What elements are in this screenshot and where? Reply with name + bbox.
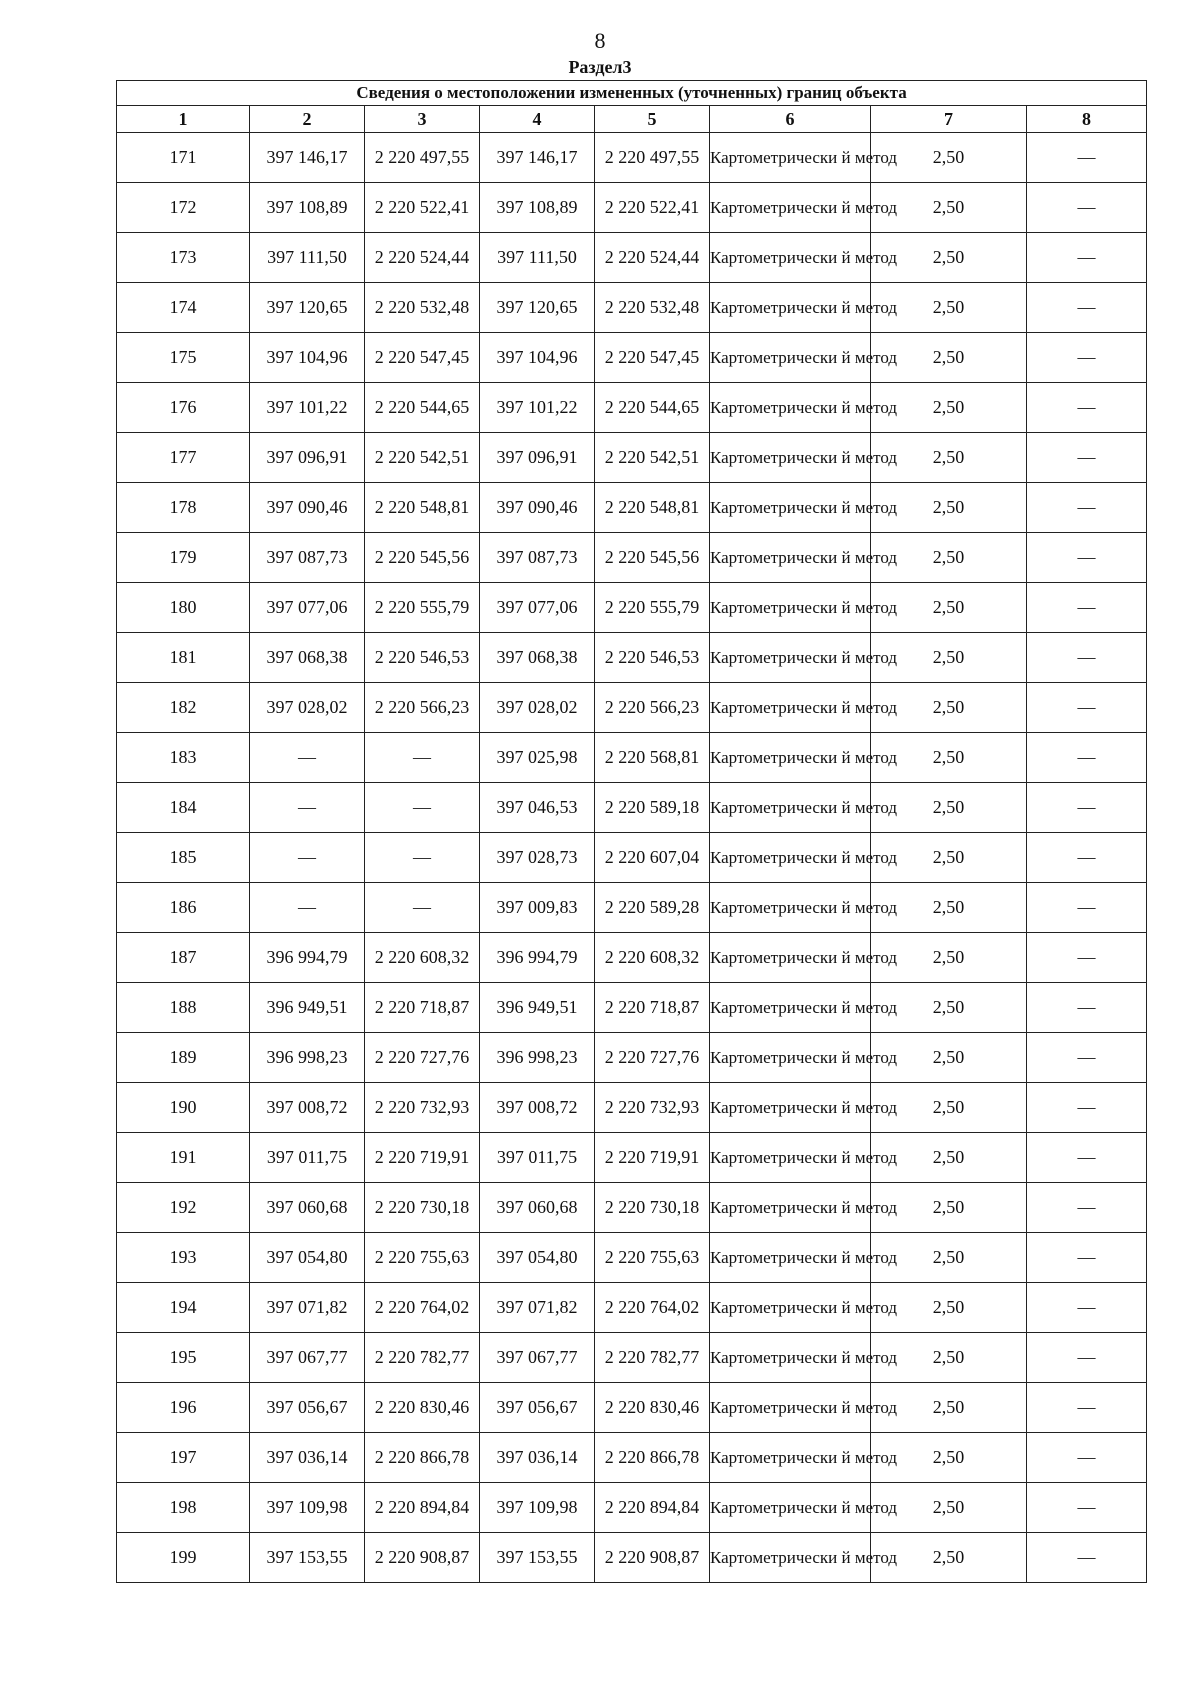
cell-description: — bbox=[1027, 383, 1147, 433]
cell-y-old: 2 220 555,79 bbox=[365, 583, 480, 633]
cell-point-number: 183 bbox=[117, 733, 250, 783]
cell-point-number: 177 bbox=[117, 433, 250, 483]
cell-point-number: 197 bbox=[117, 1433, 250, 1483]
cell-y-old: 2 220 547,45 bbox=[365, 333, 480, 383]
cell-accuracy: 2,50 bbox=[871, 183, 1027, 233]
cell-y-old: 2 220 548,81 bbox=[365, 483, 480, 533]
cell-point-number: 175 bbox=[117, 333, 250, 383]
cell-description: — bbox=[1027, 683, 1147, 733]
cell-accuracy: 2,50 bbox=[871, 433, 1027, 483]
cell-description: — bbox=[1027, 583, 1147, 633]
cell-x-new: 397 056,67 bbox=[480, 1383, 595, 1433]
cell-y-old: 2 220 532,48 bbox=[365, 283, 480, 333]
cell-point-number: 173 bbox=[117, 233, 250, 283]
cell-y-old: 2 220 545,56 bbox=[365, 533, 480, 583]
cell-point-number: 185 bbox=[117, 833, 250, 883]
cell-x-old: 397 153,55 bbox=[250, 1533, 365, 1583]
cell-x-new: 397 101,22 bbox=[480, 383, 595, 433]
cell-accuracy: 2,50 bbox=[871, 833, 1027, 883]
cell-x-new: 397 067,77 bbox=[480, 1333, 595, 1383]
cell-y-old: 2 220 718,87 bbox=[365, 983, 480, 1033]
table-row bbox=[117, 883, 1147, 933]
cell-method: Картометрически й метод bbox=[710, 983, 871, 1033]
cell-x-new: 397 060,68 bbox=[480, 1183, 595, 1233]
cell-accuracy: 2,50 bbox=[871, 133, 1027, 183]
cell-point-number: 180 bbox=[117, 583, 250, 633]
cell-y-new: 2 220 555,79 bbox=[595, 583, 710, 633]
table-row bbox=[117, 683, 1147, 733]
column-number-2: 2 bbox=[250, 106, 365, 133]
cell-y-new: 2 220 782,77 bbox=[595, 1333, 710, 1383]
cell-accuracy: 2,50 bbox=[871, 1083, 1027, 1133]
cell-y-new: 2 220 566,23 bbox=[595, 683, 710, 733]
cell-y-new: 2 220 589,28 bbox=[595, 883, 710, 933]
cell-y-old: 2 220 764,02 bbox=[365, 1283, 480, 1333]
cell-point-number: 192 bbox=[117, 1183, 250, 1233]
cell-description: — bbox=[1027, 283, 1147, 333]
table-row bbox=[117, 1383, 1147, 1433]
cell-y-new: 2 220 764,02 bbox=[595, 1283, 710, 1333]
cell-accuracy: 2,50 bbox=[871, 683, 1027, 733]
cell-y-new: 2 220 589,18 bbox=[595, 783, 710, 833]
cell-method: Картометрически й метод bbox=[710, 1083, 871, 1133]
cell-x-new: 397 153,55 bbox=[480, 1533, 595, 1583]
cell-x-old: 397 008,72 bbox=[250, 1083, 365, 1133]
cell-point-number: 176 bbox=[117, 383, 250, 433]
column-number-1: 1 bbox=[117, 106, 250, 133]
cell-y-old: 2 220 522,41 bbox=[365, 183, 480, 233]
cell-x-new: 397 071,82 bbox=[480, 1283, 595, 1333]
cell-point-number: 193 bbox=[117, 1233, 250, 1283]
cell-y-old: — bbox=[365, 833, 480, 883]
cell-method: Картометрически й метод bbox=[710, 1483, 871, 1533]
page-number: 8 bbox=[594, 28, 606, 53]
cell-description: — bbox=[1027, 733, 1147, 783]
section-title: Раздел3 bbox=[568, 57, 632, 77]
cell-point-number: 188 bbox=[117, 983, 250, 1033]
cell-y-old: 2 220 608,32 bbox=[365, 933, 480, 983]
cell-y-old: 2 220 755,63 bbox=[365, 1233, 480, 1283]
cell-y-new: 2 220 732,93 bbox=[595, 1083, 710, 1133]
cell-y-new: 2 220 830,46 bbox=[595, 1383, 710, 1433]
cell-x-old: — bbox=[250, 733, 365, 783]
cell-x-old: 396 998,23 bbox=[250, 1033, 365, 1083]
cell-y-new: 2 220 894,84 bbox=[595, 1483, 710, 1533]
cell-y-new: 2 220 908,87 bbox=[595, 1533, 710, 1583]
cell-method: Картометрически й метод bbox=[710, 1033, 871, 1083]
cell-point-number: 181 bbox=[117, 633, 250, 683]
cell-description: — bbox=[1027, 1133, 1147, 1183]
cell-y-old: 2 220 727,76 bbox=[365, 1033, 480, 1083]
cell-accuracy: 2,50 bbox=[871, 533, 1027, 583]
table-row bbox=[117, 333, 1147, 383]
table-row bbox=[117, 983, 1147, 1033]
cell-y-old: — bbox=[365, 733, 480, 783]
table-title: Сведения о местоположении измененных (уточненных) границ объекта bbox=[117, 81, 1147, 106]
cell-x-old: 397 028,02 bbox=[250, 683, 365, 733]
cell-method: Картометрически й метод bbox=[710, 1283, 871, 1333]
cell-y-new: 2 220 719,91 bbox=[595, 1133, 710, 1183]
cell-y-old: 2 220 542,51 bbox=[365, 433, 480, 483]
cell-x-new: 397 008,72 bbox=[480, 1083, 595, 1133]
cell-point-number: 178 bbox=[117, 483, 250, 533]
cell-y-new: 2 220 544,65 bbox=[595, 383, 710, 433]
cell-x-new: 397 146,17 bbox=[480, 133, 595, 183]
cell-y-old: 2 220 830,46 bbox=[365, 1383, 480, 1433]
cell-x-old: 397 060,68 bbox=[250, 1183, 365, 1233]
column-number-6: 6 bbox=[710, 106, 871, 133]
cell-x-old: 397 067,77 bbox=[250, 1333, 365, 1383]
cell-x-new: 397 028,02 bbox=[480, 683, 595, 733]
cell-method: Картометрически й метод bbox=[710, 233, 871, 283]
cell-y-new: 2 220 545,56 bbox=[595, 533, 710, 583]
cell-accuracy: 2,50 bbox=[871, 583, 1027, 633]
cell-point-number: 179 bbox=[117, 533, 250, 583]
cell-y-old: 2 220 719,91 bbox=[365, 1133, 480, 1183]
cell-x-old: 397 120,65 bbox=[250, 283, 365, 333]
cell-y-new: 2 220 727,76 bbox=[595, 1033, 710, 1083]
cell-x-old: 397 090,46 bbox=[250, 483, 365, 533]
cell-x-old: 397 011,75 bbox=[250, 1133, 365, 1183]
table-row bbox=[117, 633, 1147, 683]
cell-x-old: 397 109,98 bbox=[250, 1483, 365, 1533]
cell-y-old: 2 220 524,44 bbox=[365, 233, 480, 283]
cell-accuracy: 2,50 bbox=[871, 1133, 1027, 1183]
cell-y-old: — bbox=[365, 783, 480, 833]
cell-accuracy: 2,50 bbox=[871, 383, 1027, 433]
cell-method: Картометрически й метод bbox=[710, 633, 871, 683]
cell-point-number: 182 bbox=[117, 683, 250, 733]
cell-accuracy: 2,50 bbox=[871, 1333, 1027, 1383]
cell-y-old: 2 220 497,55 bbox=[365, 133, 480, 183]
cell-method: Картометрически й метод bbox=[710, 533, 871, 583]
cell-point-number: 174 bbox=[117, 283, 250, 333]
cell-point-number: 194 bbox=[117, 1283, 250, 1333]
table-row bbox=[117, 733, 1147, 783]
cell-y-old: 2 220 866,78 bbox=[365, 1433, 480, 1483]
cell-description: — bbox=[1027, 833, 1147, 883]
cell-y-old: 2 220 894,84 bbox=[365, 1483, 480, 1533]
cell-accuracy: 2,50 bbox=[871, 633, 1027, 683]
table-row bbox=[117, 583, 1147, 633]
cell-method: Картометрически й метод bbox=[710, 783, 871, 833]
table-row bbox=[117, 1183, 1147, 1233]
column-number-4: 4 bbox=[480, 106, 595, 133]
cell-method: Картометрически й метод bbox=[710, 283, 871, 333]
cell-point-number: 190 bbox=[117, 1083, 250, 1133]
cell-x-old: 397 068,38 bbox=[250, 633, 365, 683]
cell-method: Картометрически й метод bbox=[710, 1533, 871, 1583]
cell-description: — bbox=[1027, 783, 1147, 833]
table-row bbox=[117, 233, 1147, 283]
cell-description: — bbox=[1027, 1083, 1147, 1133]
table-row bbox=[117, 183, 1147, 233]
cell-description: — bbox=[1027, 1233, 1147, 1283]
column-number-5: 5 bbox=[595, 106, 710, 133]
cell-method: Картометрически й метод bbox=[710, 483, 871, 533]
cell-x-old: 397 146,17 bbox=[250, 133, 365, 183]
cell-x-old: 397 036,14 bbox=[250, 1433, 365, 1483]
cell-x-old: 397 111,50 bbox=[250, 233, 365, 283]
table-row bbox=[117, 833, 1147, 883]
cell-method: Картометрически й метод bbox=[710, 133, 871, 183]
cell-accuracy: 2,50 bbox=[871, 1033, 1027, 1083]
cell-y-new: 2 220 730,18 bbox=[595, 1183, 710, 1233]
cell-x-old: 397 071,82 bbox=[250, 1283, 365, 1333]
cell-x-old: 397 108,89 bbox=[250, 183, 365, 233]
cell-accuracy: 2,50 bbox=[871, 1433, 1027, 1483]
cell-x-new: 397 090,46 bbox=[480, 483, 595, 533]
cell-accuracy: 2,50 bbox=[871, 933, 1027, 983]
cell-x-old: 396 994,79 bbox=[250, 933, 365, 983]
cell-x-new: 397 087,73 bbox=[480, 533, 595, 583]
cell-accuracy: 2,50 bbox=[871, 783, 1027, 833]
cell-description: — bbox=[1027, 1033, 1147, 1083]
cell-accuracy: 2,50 bbox=[871, 1383, 1027, 1433]
cell-method: Картометрически й метод bbox=[710, 583, 871, 633]
cell-method: Картометрически й метод bbox=[710, 1383, 871, 1433]
cell-y-old: 2 220 908,87 bbox=[365, 1533, 480, 1583]
cell-x-new: 397 036,14 bbox=[480, 1433, 595, 1483]
cell-description: — bbox=[1027, 633, 1147, 683]
table-row bbox=[117, 1433, 1147, 1483]
cell-x-old: 397 056,67 bbox=[250, 1383, 365, 1433]
cell-accuracy: 2,50 bbox=[871, 333, 1027, 383]
cell-point-number: 196 bbox=[117, 1383, 250, 1433]
cell-description: — bbox=[1027, 483, 1147, 533]
cell-x-old: — bbox=[250, 783, 365, 833]
cell-x-new: 397 077,06 bbox=[480, 583, 595, 633]
cell-accuracy: 2,50 bbox=[871, 983, 1027, 1033]
cell-x-old: — bbox=[250, 833, 365, 883]
column-number-3: 3 bbox=[365, 106, 480, 133]
cell-y-new: 2 220 548,81 bbox=[595, 483, 710, 533]
cell-x-new: 397 120,65 bbox=[480, 283, 595, 333]
cell-y-new: 2 220 866,78 bbox=[595, 1433, 710, 1483]
cell-description: — bbox=[1027, 133, 1147, 183]
cell-y-new: 2 220 568,81 bbox=[595, 733, 710, 783]
cell-x-new: 397 111,50 bbox=[480, 233, 595, 283]
cell-x-old: 397 104,96 bbox=[250, 333, 365, 383]
cell-y-new: 2 220 522,41 bbox=[595, 183, 710, 233]
cell-description: — bbox=[1027, 233, 1147, 283]
table-row bbox=[117, 933, 1147, 983]
cell-method: Картометрически й метод bbox=[710, 1433, 871, 1483]
cell-accuracy: 2,50 bbox=[871, 483, 1027, 533]
cell-accuracy: 2,50 bbox=[871, 883, 1027, 933]
cell-y-new: 2 220 497,55 bbox=[595, 133, 710, 183]
cell-method: Картометрически й метод bbox=[710, 733, 871, 783]
boundary-points-table bbox=[116, 80, 1147, 1583]
cell-method: Картометрически й метод bbox=[710, 1333, 871, 1383]
cell-y-new: 2 220 524,44 bbox=[595, 233, 710, 283]
cell-y-old: 2 220 732,93 bbox=[365, 1083, 480, 1133]
cell-accuracy: 2,50 bbox=[871, 1533, 1027, 1583]
table-row bbox=[117, 283, 1147, 333]
table-row bbox=[117, 133, 1147, 183]
cell-description: — bbox=[1027, 333, 1147, 383]
cell-method: Картометрически й метод bbox=[710, 683, 871, 733]
cell-x-old: 397 096,91 bbox=[250, 433, 365, 483]
cell-accuracy: 2,50 bbox=[871, 1233, 1027, 1283]
cell-method: Картометрически й метод bbox=[710, 833, 871, 883]
cell-y-new: 2 220 608,32 bbox=[595, 933, 710, 983]
cell-method: Картометрически й метод bbox=[710, 1133, 871, 1183]
cell-point-number: 171 bbox=[117, 133, 250, 183]
cell-description: — bbox=[1027, 1283, 1147, 1333]
cell-y-new: 2 220 547,45 bbox=[595, 333, 710, 383]
cell-y-old: 2 220 782,77 bbox=[365, 1333, 480, 1383]
cell-x-old: 396 949,51 bbox=[250, 983, 365, 1033]
table-body bbox=[117, 133, 1147, 1583]
cell-x-new: 396 949,51 bbox=[480, 983, 595, 1033]
table-row bbox=[117, 483, 1147, 533]
cell-y-new: 2 220 542,51 bbox=[595, 433, 710, 483]
table-row bbox=[117, 1083, 1147, 1133]
cell-y-old: 2 220 566,23 bbox=[365, 683, 480, 733]
table-row bbox=[117, 1033, 1147, 1083]
column-number-8: 8 bbox=[1027, 106, 1147, 133]
cell-point-number: 186 bbox=[117, 883, 250, 933]
cell-point-number: 189 bbox=[117, 1033, 250, 1083]
table-row bbox=[117, 1133, 1147, 1183]
table-row bbox=[117, 533, 1147, 583]
cell-method: Картометрически й метод bbox=[710, 1233, 871, 1283]
cell-x-new: 397 011,75 bbox=[480, 1133, 595, 1183]
cell-description: — bbox=[1027, 983, 1147, 1033]
cell-description: — bbox=[1027, 933, 1147, 983]
cell-description: — bbox=[1027, 1333, 1147, 1383]
cell-accuracy: 2,50 bbox=[871, 1183, 1027, 1233]
cell-x-new: 397 054,80 bbox=[480, 1233, 595, 1283]
cell-point-number: 191 bbox=[117, 1133, 250, 1183]
cell-x-old: — bbox=[250, 883, 365, 933]
cell-description: — bbox=[1027, 433, 1147, 483]
cell-description: — bbox=[1027, 1433, 1147, 1483]
cell-point-number: 172 bbox=[117, 183, 250, 233]
cell-y-new: 2 220 755,63 bbox=[595, 1233, 710, 1283]
cell-point-number: 199 bbox=[117, 1533, 250, 1583]
cell-method: Картометрически й метод bbox=[710, 933, 871, 983]
column-number-row bbox=[117, 106, 1147, 133]
cell-x-new: 396 994,79 bbox=[480, 933, 595, 983]
cell-x-new: 396 998,23 bbox=[480, 1033, 595, 1083]
table-row bbox=[117, 1283, 1147, 1333]
cell-method: Картометрически й метод bbox=[710, 883, 871, 933]
cell-description: — bbox=[1027, 183, 1147, 233]
table-row bbox=[117, 1233, 1147, 1283]
table-row bbox=[117, 1533, 1147, 1583]
cell-method: Картометрически й метод bbox=[710, 183, 871, 233]
column-number-7: 7 bbox=[871, 106, 1027, 133]
cell-accuracy: 2,50 bbox=[871, 233, 1027, 283]
cell-y-old: — bbox=[365, 883, 480, 933]
cell-x-new: 397 009,83 bbox=[480, 883, 595, 933]
cell-y-new: 2 220 532,48 bbox=[595, 283, 710, 333]
cell-y-new: 2 220 546,53 bbox=[595, 633, 710, 683]
cell-method: Картометрически й метод bbox=[710, 1183, 871, 1233]
cell-description: — bbox=[1027, 1383, 1147, 1433]
cell-x-new: 397 046,53 bbox=[480, 783, 595, 833]
cell-method: Картометрически й метод bbox=[710, 433, 871, 483]
cell-method: Картометрически й метод bbox=[710, 333, 871, 383]
cell-y-new: 2 220 718,87 bbox=[595, 983, 710, 1033]
cell-y-old: 2 220 544,65 bbox=[365, 383, 480, 433]
table-row bbox=[117, 383, 1147, 433]
cell-description: — bbox=[1027, 533, 1147, 583]
cell-y-new: 2 220 607,04 bbox=[595, 833, 710, 883]
cell-x-new: 397 096,91 bbox=[480, 433, 595, 483]
cell-x-new: 397 025,98 bbox=[480, 733, 595, 783]
table-row bbox=[117, 783, 1147, 833]
cell-x-old: 397 087,73 bbox=[250, 533, 365, 583]
table-row bbox=[117, 1483, 1147, 1533]
cell-description: — bbox=[1027, 1533, 1147, 1583]
cell-y-old: 2 220 730,18 bbox=[365, 1183, 480, 1233]
cell-x-old: 397 101,22 bbox=[250, 383, 365, 433]
cell-accuracy: 2,50 bbox=[871, 1483, 1027, 1533]
cell-y-old: 2 220 546,53 bbox=[365, 633, 480, 683]
cell-point-number: 198 bbox=[117, 1483, 250, 1533]
cell-description: — bbox=[1027, 1483, 1147, 1533]
cell-x-new: 397 068,38 bbox=[480, 633, 595, 683]
table-row bbox=[117, 1333, 1147, 1383]
cell-point-number: 187 bbox=[117, 933, 250, 983]
cell-x-old: 397 054,80 bbox=[250, 1233, 365, 1283]
cell-x-new: 397 109,98 bbox=[480, 1483, 595, 1533]
cell-accuracy: 2,50 bbox=[871, 283, 1027, 333]
cell-description: — bbox=[1027, 883, 1147, 933]
cell-x-new: 397 108,89 bbox=[480, 183, 595, 233]
cell-point-number: 195 bbox=[117, 1333, 250, 1383]
table-row bbox=[117, 433, 1147, 483]
cell-accuracy: 2,50 bbox=[871, 733, 1027, 783]
cell-method: Картометрически й метод bbox=[710, 383, 871, 433]
cell-description: — bbox=[1027, 1183, 1147, 1233]
cell-point-number: 184 bbox=[117, 783, 250, 833]
cell-x-new: 397 028,73 bbox=[480, 833, 595, 883]
cell-x-new: 397 104,96 bbox=[480, 333, 595, 383]
cell-accuracy: 2,50 bbox=[871, 1283, 1027, 1333]
cell-x-old: 397 077,06 bbox=[250, 583, 365, 633]
